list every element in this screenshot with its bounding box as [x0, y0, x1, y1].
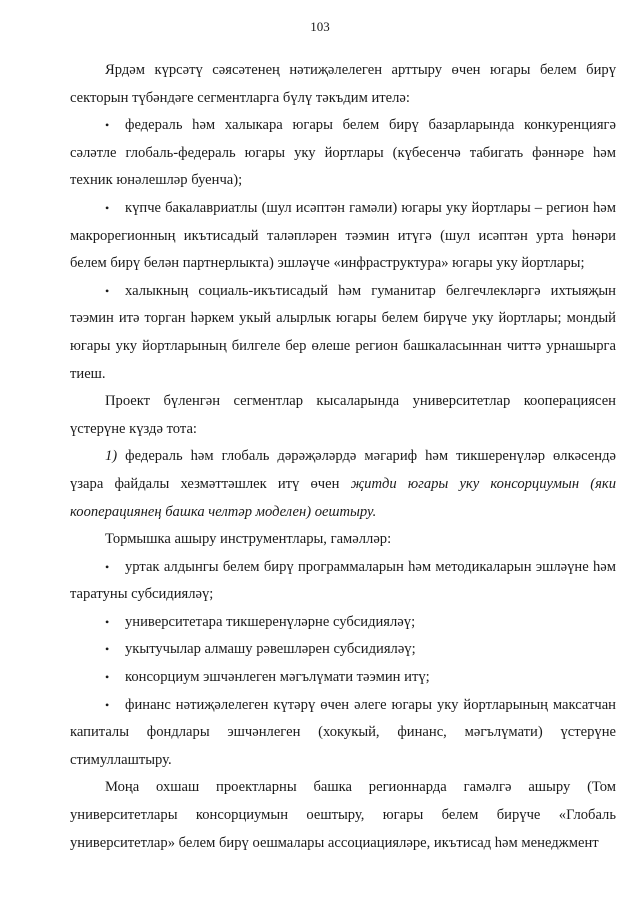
item-number: 1) [105, 448, 118, 465]
bullet-item [70, 554, 616, 609]
bullet-text: күпче бакалавриатлы (шул исәптән гамәли) югары уку йортлары – регион һәм макрорегионның икътисадый таләпләрен тәэмин итүгә (шул исәптән урта һөнәри белем бирү белән партнерлыкта) эшләүче «инфраструктура» югары уку йортлары; [70, 199, 616, 272]
numbered-paragraph [70, 443, 616, 526]
paragraph: Моңа охшаш проектларны башка регионнарда гамәлгә ашыру (Том университетлары консорциумын оештыру, югары белем бирүче «Глобаль университетлар» белем бирү оешмалары ассоциацияләре, икътисад һәм менеджмент [70, 779, 616, 851]
bullet-icon: • [105, 614, 110, 629]
page-number: 103 [310, 19, 330, 34]
paragraph: Тормышка ашыру инструментлары, гамәлләр: [105, 531, 392, 548]
bullet-text: укытучылар алмашу рәвешләрен субсидияләү; [125, 641, 416, 658]
bullet-item [70, 195, 616, 278]
bullet-text: университетара тикшеренүләрне субсидияләү; [125, 613, 416, 630]
page-body [70, 57, 616, 857]
bullet-text: федераль һәм халыкара югары белем бирү базарларында конкуренциягә сәләтле глобаль-федераль югары уку йортлары (күбесенчә табигать фәннәре һәм техник юнәлешләр буенча); [70, 117, 616, 189]
bullet-icon: • [105, 200, 110, 215]
bullet-item [70, 664, 616, 692]
paragraph-text: федераль һәм глобаль дәрәҗәләрдә мәгариф һәм тикшеренүләр өлкәсендә үзара файдалы хезмәттәшлек итү өчен [70, 448, 616, 492]
bullet-icon: • [105, 697, 110, 712]
bullet-icon: • [105, 283, 110, 298]
bullet-item [70, 609, 616, 637]
bullet-item [70, 636, 616, 664]
paragraph: Проект бүленгән сегментлар кысаларында университетлар кооперациясен үстерүне күздә тота: [70, 393, 616, 437]
bullet-text: консорциум эшчәнлеген мәгълүмати тәэмин итү; [125, 669, 430, 686]
bullet-item [70, 112, 616, 195]
bullet-icon: • [105, 642, 110, 657]
paragraph: Ярдәм күрсәтү сәясәтенең нәтиҗәлелеген арттыру өчен югары белем бирү секторын түбәндәге сегментларга бүлү тәкъдим ителә: [70, 62, 616, 106]
bullet-text: халыкның социаль-икътисадый һәм гуманитар белгечлекләргә ихтыяҗын тәэмин итә торган һәркем укый алырлык югары белем бирүче уку йортлары; мондый югары уку йортларының билгеле бер өлеше регион башкаласыннан читтә урнашырга тиеш. [70, 282, 616, 382]
bullet-item [70, 692, 616, 775]
bullet-item [70, 278, 616, 388]
bullet-icon: • [105, 670, 110, 685]
emphasized-text: җитди югары уку консорциумын (яки кооперациянең башка челтәр моделен) оештыру. [70, 475, 616, 520]
bullet-text: уртак алдынгы белем бирү программаларын һәм методикаларын эшләүне һәм таратуны субсидияләү; [70, 558, 616, 603]
bullet-text: финанс нәтиҗәлелеген күтәрү өчен әлеге югары уку йортларының максатчан капиталы фондлары эшчәнлеген (хокукый, финанс, мәгълүмати) үстерүне стимуллаштыру. [70, 696, 616, 768]
bullet-icon: • [105, 559, 110, 574]
bullet-icon: • [105, 118, 110, 133]
